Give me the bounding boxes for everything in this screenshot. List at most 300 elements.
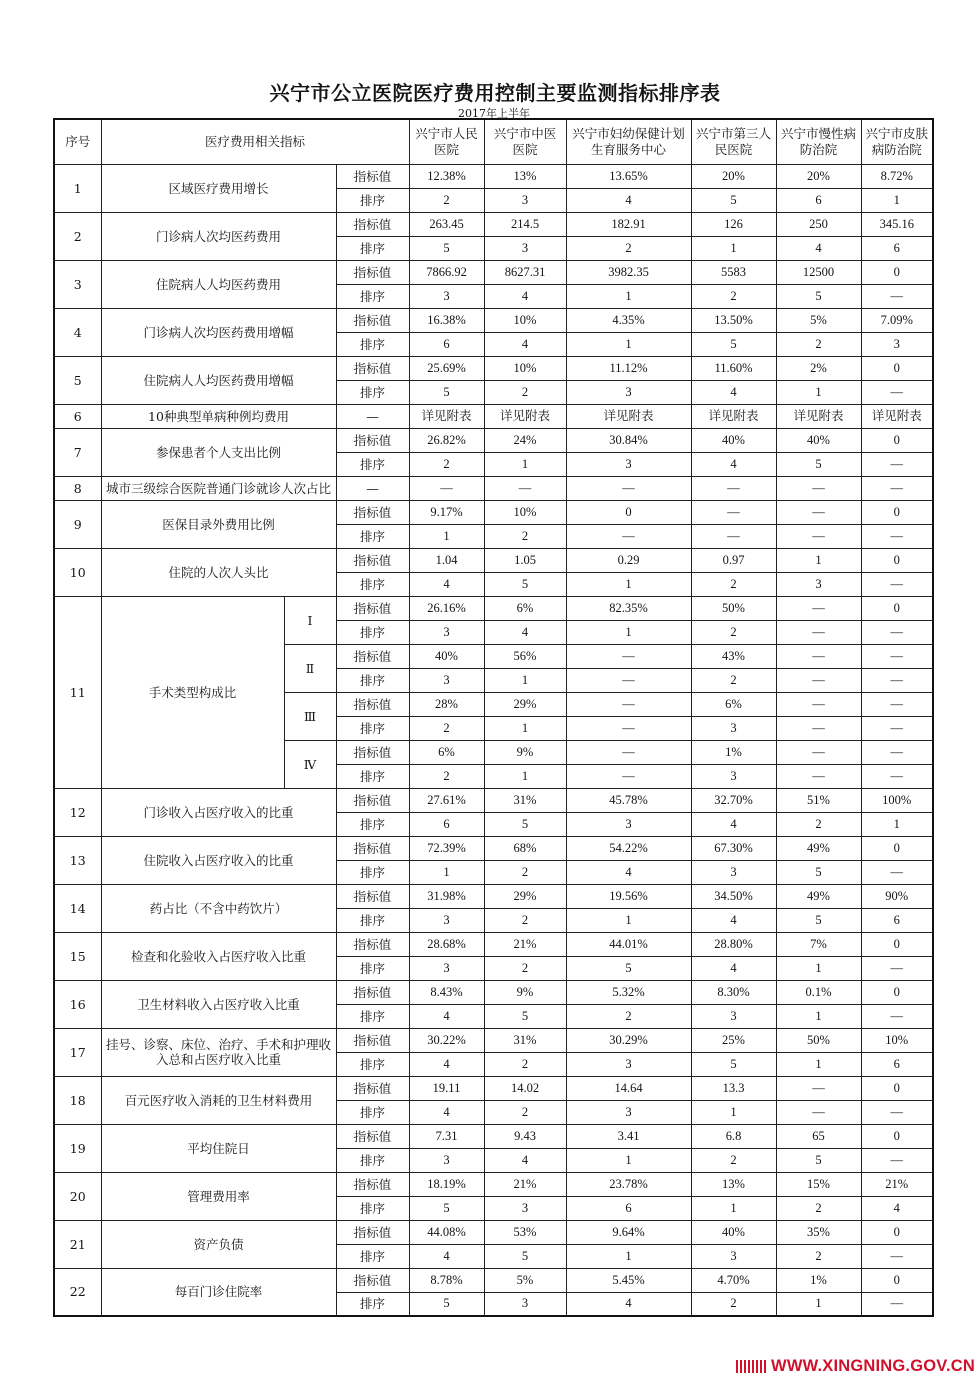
hospital-value: 18.19% (409, 1172, 484, 1196)
table-row (54, 1220, 933, 1244)
hospital-rank: 1 (484, 452, 566, 476)
hospital-rank: — (861, 1148, 933, 1172)
hospital-value: 14.02 (484, 1076, 566, 1100)
table-row (54, 836, 933, 860)
hospital-value: 7.09% (861, 308, 933, 332)
measure-label: 指标值 (336, 884, 409, 908)
measure-label: 排序 (336, 236, 409, 260)
hospital-rank: — (861, 284, 933, 308)
hospital-value: 19.56% (566, 884, 691, 908)
hospital-value: 30.29% (566, 1028, 691, 1052)
hospital-value: 90% (861, 884, 933, 908)
hospital-value: 20% (691, 164, 776, 188)
hospital-rank: 2 (691, 1148, 776, 1172)
hospital-rank: 5 (776, 284, 861, 308)
hospital-rank: 2 (409, 452, 484, 476)
hospital-value: 2% (776, 356, 861, 380)
hospital-rank: 5 (776, 860, 861, 884)
surgery-class-label: Ⅰ (284, 596, 336, 644)
document-period: 2017年上半年 (458, 107, 530, 120)
hospital-value: 126 (691, 212, 776, 236)
hospital-rank: 3 (691, 1004, 776, 1028)
hospital-rank: 5 (409, 236, 484, 260)
hospital-value: — (861, 692, 933, 716)
hospital-value: 0.97 (691, 548, 776, 572)
hospital-rank: 1 (566, 332, 691, 356)
header-index: 序号 (54, 119, 101, 164)
hospital-value: 11.12% (566, 356, 691, 380)
table-row (54, 1124, 933, 1148)
indicator-name: 管理费用率 (101, 1172, 336, 1220)
hospital-rank: 2 (409, 764, 484, 788)
indicator-name: 医保目录外费用比例 (101, 500, 336, 548)
hospital-value: 28.68% (409, 932, 484, 956)
surgery-class-label: Ⅳ (284, 740, 336, 788)
table-row (54, 356, 933, 380)
hospital-value: 26.16% (409, 596, 484, 620)
indicator-name: 检查和化验收入占医疗收入比重 (101, 932, 336, 980)
table-row (54, 1028, 933, 1052)
hospital-value: 50% (691, 596, 776, 620)
hospital-value: 56% (484, 644, 566, 668)
hospital-rank: 6 (566, 1196, 691, 1220)
hospital-value: — (566, 644, 691, 668)
hospital-value: 28% (409, 692, 484, 716)
hospital-value: 182.91 (566, 212, 691, 236)
hospital-rank: — (776, 1100, 861, 1124)
hospital-value: 1 (776, 548, 861, 572)
hospital-rank: 4 (566, 860, 691, 884)
row-number: 12 (54, 788, 101, 836)
hospital-value: 44.01% (566, 932, 691, 956)
hospital-value: 15% (776, 1172, 861, 1196)
hospital-value: 49% (776, 836, 861, 860)
hospital-rank: 5 (409, 380, 484, 404)
metrics-body (54, 164, 933, 1316)
hospital-value: 详见附表 (409, 404, 484, 428)
measure-label: 排序 (336, 188, 409, 212)
hospital-rank: 2 (566, 1004, 691, 1028)
hospital-rank: 4 (861, 1196, 933, 1220)
hospital-rank: 6 (861, 236, 933, 260)
hospital-value: 13.65% (566, 164, 691, 188)
row-number: 10 (54, 548, 101, 596)
measure-label: 指标值 (336, 788, 409, 812)
hospital-value: 35% (776, 1220, 861, 1244)
hospital-rank: — (776, 764, 861, 788)
hospital-rank: 2 (484, 380, 566, 404)
hospital-rank: 2 (484, 1052, 566, 1076)
hospital-rank: 2 (691, 572, 776, 596)
measure-label: 排序 (336, 668, 409, 692)
hospital-value: — (776, 500, 861, 524)
hospital-value: 12500 (776, 260, 861, 284)
hospital-rank: — (861, 716, 933, 740)
measure-label: 排序 (336, 452, 409, 476)
hospital-value: 11.60% (691, 356, 776, 380)
hospital-value: — (409, 476, 484, 500)
hospital-value: 21% (861, 1172, 933, 1196)
hospital-rank: 2 (691, 1292, 776, 1316)
row-number: 2 (54, 212, 101, 260)
table-row (54, 596, 933, 620)
watermark-stripes (736, 1360, 766, 1373)
hospital-rank: 2 (409, 188, 484, 212)
hospital-value: 0 (861, 356, 933, 380)
hospital-value: 10% (861, 1028, 933, 1052)
hospital-value: 45.78% (566, 788, 691, 812)
indicator-name: 门诊病人次均医药费用增幅 (101, 308, 336, 356)
hospital-rank: 5 (484, 572, 566, 596)
table-row (54, 1268, 933, 1292)
indicator-name: 药占比（不含中药饮片） (101, 884, 336, 932)
measure-label: 排序 (336, 380, 409, 404)
hospital-rank: 4 (484, 284, 566, 308)
hospital-value: 68% (484, 836, 566, 860)
indicator-name: 区域医疗费用增长 (101, 164, 336, 212)
hospital-rank: 4 (691, 812, 776, 836)
hospital-rank: 3 (566, 1100, 691, 1124)
hospital-rank: 2 (484, 860, 566, 884)
measure-label: 排序 (336, 284, 409, 308)
table-row (54, 500, 933, 524)
hospital-value: 26.82% (409, 428, 484, 452)
hospital-rank: 4 (484, 332, 566, 356)
hospital-rank: 4 (409, 1244, 484, 1268)
site-watermark: WWW.XINGNING.GOV.CN (771, 1357, 975, 1375)
hospital-rank: 3 (409, 668, 484, 692)
hospital-rank: 6 (776, 188, 861, 212)
hospital-value: 53% (484, 1220, 566, 1244)
row-number: 7 (54, 428, 101, 476)
hospital-rank: 2 (776, 332, 861, 356)
row-number: 8 (54, 476, 101, 500)
hospital-rank: 4 (691, 452, 776, 476)
hospital-rank: 2 (691, 620, 776, 644)
measure-label: 排序 (336, 1244, 409, 1268)
row-number: 15 (54, 932, 101, 980)
hospital-value: 50% (776, 1028, 861, 1052)
measure-label: 排序 (336, 908, 409, 932)
hospital-value: 8.72% (861, 164, 933, 188)
hospital-value: 5.45% (566, 1268, 691, 1292)
hospital-rank: 3 (776, 572, 861, 596)
metrics-table (53, 118, 934, 1317)
hospital-value: 0 (566, 500, 691, 524)
hospital-rank: 3 (691, 860, 776, 884)
hospital-value: 0 (861, 548, 933, 572)
hospital-rank: — (861, 860, 933, 884)
indicator-name: 卫生材料收入占医疗收入比重 (101, 980, 336, 1028)
hospital-rank: — (861, 620, 933, 644)
measure-label: 排序 (336, 332, 409, 356)
hospital-rank: 3 (566, 380, 691, 404)
indicator-name: 参保患者个人支出比例 (101, 428, 336, 476)
hospital-rank: 3 (691, 1244, 776, 1268)
indicator-name: 门诊病人次均医药费用 (101, 212, 336, 260)
hospital-value: 14.64 (566, 1076, 691, 1100)
hospital-rank: 1 (776, 956, 861, 980)
measure-label: 指标值 (336, 1220, 409, 1244)
measure-label: 排序 (336, 812, 409, 836)
hospital-value: 9% (484, 980, 566, 1004)
header-hospital: 兴宁市中医 医院 (484, 119, 566, 164)
hospital-value: — (566, 692, 691, 716)
hospital-rank: 3 (409, 620, 484, 644)
hospital-rank: 2 (691, 668, 776, 692)
measure-label: 指标值 (336, 980, 409, 1004)
hospital-rank: — (861, 764, 933, 788)
hospital-value: 8.78% (409, 1268, 484, 1292)
hospital-rank: 4 (691, 380, 776, 404)
table-row (54, 1172, 933, 1196)
hospital-value: 24% (484, 428, 566, 452)
hospital-value: 30.22% (409, 1028, 484, 1052)
hospital-rank: — (776, 620, 861, 644)
hospital-rank: — (861, 668, 933, 692)
row-number: 1 (54, 164, 101, 212)
row-number: 9 (54, 500, 101, 548)
hospital-rank: 5 (409, 1196, 484, 1220)
hospital-value: 6% (484, 596, 566, 620)
hospital-rank: 1 (484, 764, 566, 788)
hospital-value: 21% (484, 932, 566, 956)
hospital-value: 13% (484, 164, 566, 188)
hospital-value: 7% (776, 932, 861, 956)
hospital-rank: 5 (409, 1292, 484, 1316)
hospital-value: 12.38% (409, 164, 484, 188)
hospital-value: 25.69% (409, 356, 484, 380)
hospital-value: 5583 (691, 260, 776, 284)
measure-label: — (336, 476, 409, 500)
hospital-value: 9.64% (566, 1220, 691, 1244)
hospital-value: — (861, 476, 933, 500)
hospital-value: — (566, 476, 691, 500)
indicator-name: 挂号、诊察、床位、治疗、手术和护理收入总和占医疗收入比重 (101, 1028, 336, 1076)
hospital-rank: 5 (776, 452, 861, 476)
measure-label: 排序 (336, 1004, 409, 1028)
measure-label: 排序 (336, 524, 409, 548)
hospital-rank: 1 (776, 1004, 861, 1028)
hospital-value: 8627.31 (484, 260, 566, 284)
hospital-rank: 2 (691, 284, 776, 308)
hospital-rank: 4 (484, 1148, 566, 1172)
hospital-rank: 4 (409, 1052, 484, 1076)
hospital-value: 250 (776, 212, 861, 236)
hospital-rank: 1 (861, 812, 933, 836)
hospital-value: 0 (861, 836, 933, 860)
indicator-name: 城市三级综合医院普通门诊就诊人次占比 (101, 476, 336, 500)
hospital-value: 详见附表 (861, 404, 933, 428)
hospital-value: 5.32% (566, 980, 691, 1004)
indicator-name: 门诊收入占医疗收入的比重 (101, 788, 336, 836)
hospital-rank: 3 (566, 1052, 691, 1076)
hospital-value: 30.84% (566, 428, 691, 452)
hospital-value: — (776, 596, 861, 620)
hospital-value: — (861, 740, 933, 764)
hospital-rank: — (861, 452, 933, 476)
table-row (54, 404, 933, 428)
hospital-rank: — (861, 1244, 933, 1268)
hospital-value: 40% (776, 428, 861, 452)
hospital-rank: 4 (776, 236, 861, 260)
hospital-rank: 4 (409, 1004, 484, 1028)
hospital-rank: 1 (861, 188, 933, 212)
hospital-rank: 6 (409, 332, 484, 356)
hospital-value: 0 (861, 1268, 933, 1292)
row-number: 4 (54, 308, 101, 356)
hospital-rank: 6 (861, 1052, 933, 1076)
hospital-rank: 2 (776, 1196, 861, 1220)
hospital-rank: 2 (484, 524, 566, 548)
hospital-value: 0 (861, 1220, 933, 1244)
hospital-value: 44.08% (409, 1220, 484, 1244)
surgery-class-label: Ⅲ (284, 692, 336, 740)
hospital-value: 1% (776, 1268, 861, 1292)
hospital-rank: 1 (566, 908, 691, 932)
row-number: 6 (54, 404, 101, 428)
measure-label: 指标值 (336, 596, 409, 620)
hospital-value: 19.11 (409, 1076, 484, 1100)
hospital-value: 29% (484, 884, 566, 908)
hospital-rank: 6 (409, 812, 484, 836)
hospital-value: 1% (691, 740, 776, 764)
hospital-rank: 2 (776, 1244, 861, 1268)
measure-label: 指标值 (336, 308, 409, 332)
hospital-value: 6.8 (691, 1124, 776, 1148)
table-row (54, 428, 933, 452)
hospital-value: — (566, 740, 691, 764)
surgery-class-label: Ⅱ (284, 644, 336, 692)
row-number: 14 (54, 884, 101, 932)
indicator-name: 资产负债 (101, 1220, 336, 1268)
hospital-value: 7.31 (409, 1124, 484, 1148)
hospital-value: 21% (484, 1172, 566, 1196)
measure-label: 排序 (336, 1196, 409, 1220)
hospital-value: 16.38% (409, 308, 484, 332)
table-row (54, 980, 933, 1004)
measure-label: 指标值 (336, 740, 409, 764)
hospital-value: 详见附表 (566, 404, 691, 428)
hospital-value: 67.30% (691, 836, 776, 860)
hospital-value: — (776, 644, 861, 668)
measure-label: 指标值 (336, 164, 409, 188)
row-number: 20 (54, 1172, 101, 1220)
hospital-rank: 2 (566, 236, 691, 260)
measure-label: 指标值 (336, 428, 409, 452)
hospital-value: 10% (484, 356, 566, 380)
hospital-rank: — (566, 764, 691, 788)
hospital-value: 31.98% (409, 884, 484, 908)
measure-label: 指标值 (336, 212, 409, 236)
table-row (54, 1076, 933, 1100)
table-row (54, 548, 933, 572)
indicator-name: 百元医疗收入消耗的卫生材料费用 (101, 1076, 336, 1124)
measure-label: 排序 (336, 620, 409, 644)
hospital-rank: 4 (566, 1292, 691, 1316)
indicator-name: 手术类型构成比 (101, 596, 284, 788)
hospital-rank: 5 (691, 332, 776, 356)
hospital-rank: 3 (409, 908, 484, 932)
hospital-value: 6% (409, 740, 484, 764)
header-hospital: 兴宁市人民 医院 (409, 119, 484, 164)
hospital-value: 9.17% (409, 500, 484, 524)
hospital-rank: 2 (484, 956, 566, 980)
hospital-rank: 3 (484, 188, 566, 212)
hospital-value: — (691, 500, 776, 524)
hospital-rank: 5 (776, 1148, 861, 1172)
header-indicator: 医疗费用相关指标 (101, 119, 409, 164)
indicator-name: 住院病人人均医药费用增幅 (101, 356, 336, 404)
hospital-value: 82.35% (566, 596, 691, 620)
hospital-value: — (776, 1076, 861, 1100)
hospital-rank: 2 (484, 1100, 566, 1124)
hospital-value: 3982.35 (566, 260, 691, 284)
hospital-rank: 4 (691, 956, 776, 980)
hospital-value: 9.43 (484, 1124, 566, 1148)
hospital-value: 51% (776, 788, 861, 812)
measure-label: 指标值 (336, 932, 409, 956)
measure-label: 指标值 (336, 1268, 409, 1292)
hospital-value: 40% (409, 644, 484, 668)
hospital-rank: 1 (409, 860, 484, 884)
measure-label: 排序 (336, 1292, 409, 1316)
header-hospital: 兴宁市妇幼保健计划 生育服务中心 (566, 119, 691, 164)
hospital-rank: 3 (409, 1148, 484, 1172)
measure-label: 排序 (336, 860, 409, 884)
hospital-rank: 1 (566, 1244, 691, 1268)
hospital-rank: 1 (691, 1196, 776, 1220)
indicator-name: 住院病人人均医药费用 (101, 260, 336, 308)
hospital-value: 65 (776, 1124, 861, 1148)
hospital-rank: — (861, 1292, 933, 1316)
hospital-rank: — (776, 524, 861, 548)
hospital-rank: 5 (484, 812, 566, 836)
indicator-name: 平均住院日 (101, 1124, 336, 1172)
hospital-value: 263.45 (409, 212, 484, 236)
hospital-value: 345.16 (861, 212, 933, 236)
measure-label: 排序 (336, 1100, 409, 1124)
measure-label: 指标值 (336, 692, 409, 716)
hospital-rank: 1 (776, 380, 861, 404)
hospital-value: 49% (776, 884, 861, 908)
measure-label: 排序 (336, 1148, 409, 1172)
hospital-value: 214.5 (484, 212, 566, 236)
measure-label: 指标值 (336, 356, 409, 380)
hospital-value: 43% (691, 644, 776, 668)
row-number: 18 (54, 1076, 101, 1124)
hospital-value: 9% (484, 740, 566, 764)
hospital-value: 32.70% (691, 788, 776, 812)
table-row (54, 212, 933, 236)
table-row (54, 788, 933, 812)
header-hospital: 兴宁市慢性病 防治院 (776, 119, 861, 164)
hospital-value: 7866.92 (409, 260, 484, 284)
measure-label: 排序 (336, 764, 409, 788)
hospital-rank: 1 (691, 1100, 776, 1124)
hospital-value: 54.22% (566, 836, 691, 860)
hospital-rank: — (861, 524, 933, 548)
hospital-rank: — (861, 1004, 933, 1028)
measure-label: 排序 (336, 956, 409, 980)
hospital-rank: 1 (409, 524, 484, 548)
hospital-value: 40% (691, 428, 776, 452)
measure-label: 指标值 (336, 836, 409, 860)
row-number: 5 (54, 356, 101, 404)
table-row (54, 932, 933, 956)
hospital-rank: 2 (409, 716, 484, 740)
hospital-rank: — (776, 716, 861, 740)
